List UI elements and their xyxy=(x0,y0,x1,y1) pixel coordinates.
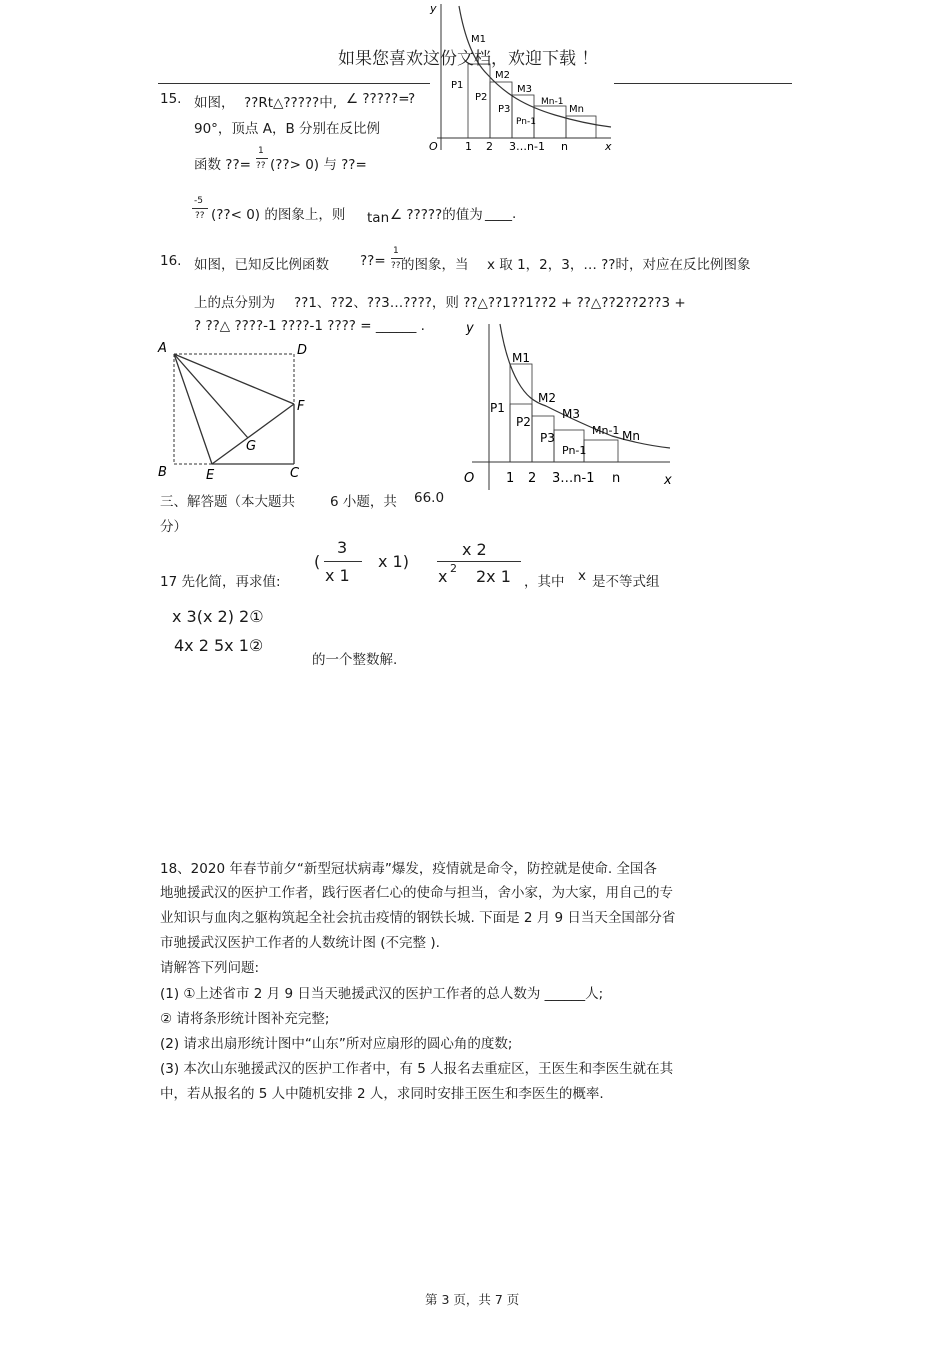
square-label-c: C xyxy=(290,466,300,481)
top-fig-tick-1: 1 xyxy=(465,140,472,153)
header-rule-right xyxy=(614,83,792,84)
q15-frac1-num: 1 xyxy=(258,146,264,156)
q16-line1d: x 取 1，2，3，… ??时，对应在反比例图象 xyxy=(487,257,751,273)
q15-line1a: 如图， xyxy=(194,95,235,111)
hyperbola-m1: M1 xyxy=(512,351,530,365)
hyperbola-tick-n: n xyxy=(612,471,621,486)
top-fig-m3: M3 xyxy=(517,84,532,95)
hyperbola-figure xyxy=(462,318,676,494)
hyperbola-pn1: Pn-1 xyxy=(562,444,587,457)
q18-line-6: (1) ①上述省市 2 月 9 日当天驰援武汉的医护工作者的总人数为 ______人; xyxy=(160,986,604,1002)
hyperbola-m2: M2 xyxy=(538,391,556,405)
top-fig-m2: M2 xyxy=(495,70,510,81)
square-label-d: D xyxy=(297,343,308,358)
square-figure xyxy=(156,338,316,482)
q15-line4a: (??< 0) 的图象上，则 xyxy=(211,207,346,223)
q15-number: 15. xyxy=(160,91,182,107)
q17-tail-a: ，其中 xyxy=(524,574,565,590)
top-fig-mn: Mn xyxy=(569,104,584,115)
q17-tail-b: 是不等式组 xyxy=(592,574,660,590)
q18-line-8: (2) 请求出扇形统计图中“山东”所对应扇形的圆心角的度数; xyxy=(160,1036,513,1052)
q17-frac2-den-sup: 2 xyxy=(450,562,457,575)
q17-paren-open: ( xyxy=(314,552,321,571)
q16-line3: ? ??△ ????-1 ????-1 ???? = ______ . xyxy=(194,318,425,334)
q18-line-10: 中，若从报名的 5 人中随机安排 2 人，求同时安排王医生和李医生的概率. xyxy=(160,1086,604,1102)
top-fig-p3: P3 xyxy=(498,104,511,115)
q17-inequality-1: x 3(x 2) 2① xyxy=(172,607,264,626)
hyperbola-tick-1: 1 xyxy=(506,471,515,486)
q18-line-4: 市驰援武汉医护工作者的人数统计图 (不完整 ). xyxy=(160,935,440,951)
q17-inequality-2: 4x 2 5x 1② xyxy=(174,636,264,655)
square-label-e: E xyxy=(206,468,215,482)
q16-frac-num: 1 xyxy=(393,246,399,256)
q18-line-1: 18、2020 年春节前夕“新型冠状病毒”爆发，疫情就是命令，防控就是使命. 全国各 xyxy=(160,861,657,877)
square-label-a: A xyxy=(158,341,167,356)
q15-line4b: ∠ ?????的值为 xyxy=(390,207,483,223)
top-hyperbola-figure xyxy=(425,0,617,158)
q16-line2b: ??1、??2、??3…????，则 ??△??1??1??2 + ??△??2??2??3 + xyxy=(294,295,686,311)
hyperbola-tick-2: 2 xyxy=(528,471,537,486)
q15-frac2-den: ?? xyxy=(195,211,205,221)
q18-line-2: 地驰援武汉的医护工作者，践行医者仁心的使命与担当，舍小家，为大家，用自己的专 xyxy=(160,885,673,901)
q16-line1a: 如图，已知反比例函数 xyxy=(194,257,329,273)
top-fig-pn1: Pn-1 xyxy=(516,117,536,127)
square-label-b: B xyxy=(158,465,167,480)
q17-tail-x: x xyxy=(578,568,586,584)
q18-line-3: 业知识与血肉之躯构筑起全社会抗击疫情的钢铁长城. 下面是 2 月 9 日当天全国部分省 xyxy=(160,910,676,926)
q15-line3b: (??> 0) 与 ??= xyxy=(270,157,367,173)
q15-answer-blank: ____. xyxy=(485,206,517,222)
q15-line1b: ??Rt△?????中, xyxy=(244,95,338,111)
section3-line1c: 66.0 xyxy=(414,490,445,506)
header-rule-left xyxy=(158,83,430,84)
top-fig-tick-3: 3…n-1 xyxy=(509,140,545,153)
q16-frac-den: ?? xyxy=(391,261,401,271)
top-fig-tick-n: n xyxy=(561,140,568,153)
top-fig-p2: P2 xyxy=(475,92,488,103)
q15-line1c: ∠ ?????= xyxy=(346,91,410,107)
hyperbola-axis-y: y xyxy=(466,321,474,336)
q17-frac2-den-a: x xyxy=(438,567,448,586)
top-fig-axis-x: x xyxy=(605,140,612,153)
q17-lead: 17 先化简，再求值: xyxy=(160,574,281,590)
top-fig-tick-2: 2 xyxy=(486,140,493,153)
page-header: 如果您喜欢这份文档，欢迎下载 ！ xyxy=(338,49,599,69)
q16-line1b: ??= xyxy=(360,253,386,269)
hyperbola-p2: P2 xyxy=(516,415,531,429)
q17-frac1-bar xyxy=(324,561,362,562)
section3-line1b: 6 小题，共 xyxy=(330,494,397,510)
hyperbola-p3: P3 xyxy=(540,431,555,445)
q16-line2a: 上的点分别为 xyxy=(194,295,275,311)
page-footer: 第 3 页，共 7 页 xyxy=(425,1292,520,1307)
hyperbola-mn1: Mn-1 xyxy=(592,424,620,437)
q15-tan: tan xyxy=(367,210,390,226)
q18-line-9: (3) 本次山东驰援武汉的医护工作者中，有 5 人报名去重症区，王医生和李医生就在其 xyxy=(160,1061,674,1077)
q16-number: 16. xyxy=(160,253,182,269)
hyperbola-tick-3: 3…n-1 xyxy=(552,471,595,486)
top-fig-axis-y: y xyxy=(430,2,437,15)
q17-frac2-num: x 2 xyxy=(462,540,487,559)
q16-line1c: 的图象，当 xyxy=(401,257,469,273)
hyperbola-origin: O xyxy=(464,471,475,486)
q15-frac2-bar xyxy=(192,208,208,209)
q15-frac1-bar xyxy=(256,158,268,159)
q18-line-7: ② 请将条形统计图补充完整; xyxy=(160,1011,330,1027)
q17-frac2-den-b: 2x 1 xyxy=(476,567,511,586)
q15-line3a: 函数 ??= xyxy=(194,157,251,173)
top-fig-origin: O xyxy=(429,140,438,153)
hyperbola-p1: P1 xyxy=(490,401,505,415)
section3-line2: 分） xyxy=(160,519,187,535)
top-fig-m1: M1 xyxy=(471,34,486,45)
q17-frac1-den: x 1 xyxy=(325,566,350,585)
q18-line-5: 请解答下列问题: xyxy=(160,960,260,976)
square-label-f: F xyxy=(297,399,305,414)
q17-frac1-num: 3 xyxy=(337,538,348,557)
top-fig-p1: P1 xyxy=(451,80,464,91)
square-label-g: G xyxy=(246,439,257,454)
top-fig-mn1: Mn-1 xyxy=(541,97,564,107)
q15-frac1-den: ?? xyxy=(256,161,266,171)
q15-line1d: ? xyxy=(408,91,416,107)
q15-frac2-num: -5 xyxy=(194,196,203,206)
q15-line2: 90°，顶点 A，B 分别在反比例 xyxy=(194,121,381,137)
hyperbola-m3: M3 xyxy=(562,407,580,421)
hyperbola-axis-x: x xyxy=(664,473,672,488)
q17-minus-term: x 1) xyxy=(378,552,409,571)
section3-line1a: 三、解答题（本大题共 xyxy=(160,494,295,510)
q17-inequality-tail: 的一个整数解. xyxy=(312,652,398,668)
hyperbola-mn: Mn xyxy=(622,429,640,443)
